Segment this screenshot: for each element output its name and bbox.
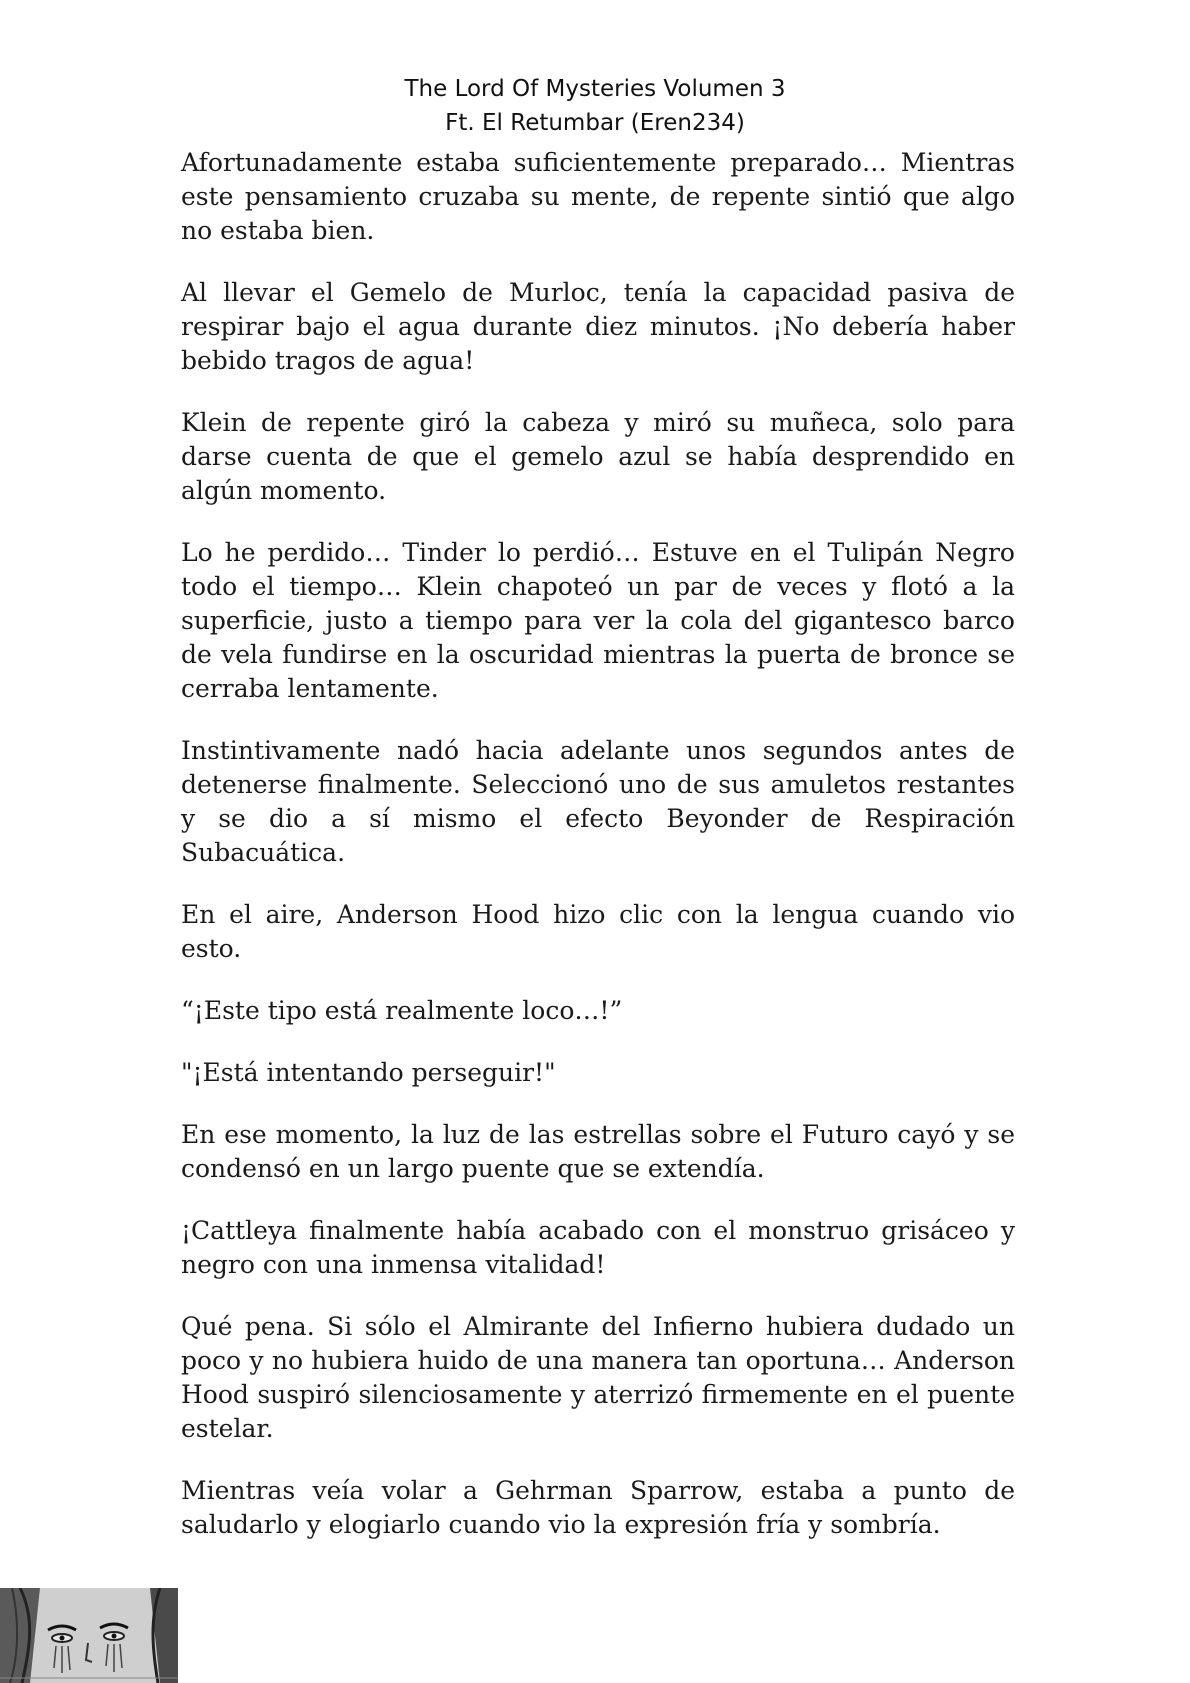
character-portrait-image [0,1588,178,1683]
document-body [181,146,1015,1570]
paragraph: Qué pena. Si sólo el Almirante del Infierno hubiera dudado un poco y no hubiera huido de una manera tan oportuna… Anderson Hood suspiró silenciosamente y aterrizó firmemente en el puente estelar. [181,1312,1015,1443]
paragraph: Klein de repente giró la cabeza y miró su muñeca, solo para darse cuenta de que el gemelo azul se había desprendido en algún momento. [181,408,1015,505]
paragraph: "¡Está intentando perseguir!" [181,1058,556,1087]
paragraph: ¡Cattleya finalmente había acabado con el monstruo grisáceo y negro con una inmensa vitalidad! [181,1216,1015,1279]
paragraph: “¡Este tipo está realmente loco…!” [181,996,623,1025]
paragraph: Lo he perdido… Tinder lo perdió… Estuve en el Tulipán Negro todo el tiempo… Klein chapoteó un par de veces y flotó a la superficie, justo a tiempo para ver la cola del gigantesco barco de vela fundirse en la oscuridad mientras la puerta de bronce se cerraba lentamente. [181,538,1015,703]
paragraph: En ese momento, la luz de las estrellas sobre el Futuro cayó y se condensó en un largo puente que se extendía. [181,1120,1015,1183]
paragraph: Al llevar el Gemelo de Murloc, tenía la capacidad pasiva de respirar bajo el agua durante diez minutos. ¡No debería haber bebido tragos de agua! [181,278,1015,375]
header-title: The Lord Of Mysteries Volumen 3 [404,76,786,102]
paragraph: Instintivamente nadó hacia adelante unos segundos antes de detenerse finalmente. Seleccionó uno de sus amuletos restantes y se dio a sí mismo el efecto Beyonder de Respiración Subacuática. [181,736,1015,867]
paragraph: En el aire, Anderson Hood hizo clic con la lengua cuando vio esto. [181,900,1015,963]
paragraph: Afortunadamente estaba suficientemente preparado… Mientras este pensamiento cruzaba su mente, de repente sintió que algo no estaba bien. [181,148,1015,245]
header-credit: Ft. El Retumbar (Eren234) [445,110,745,136]
paragraph: Mientras veía volar a Gehrman Sparrow, estaba a punto de saludarlo y elogiarlo cuando vio la expresión fría y sombría. [181,1476,1015,1539]
page-header [0,72,1190,140]
